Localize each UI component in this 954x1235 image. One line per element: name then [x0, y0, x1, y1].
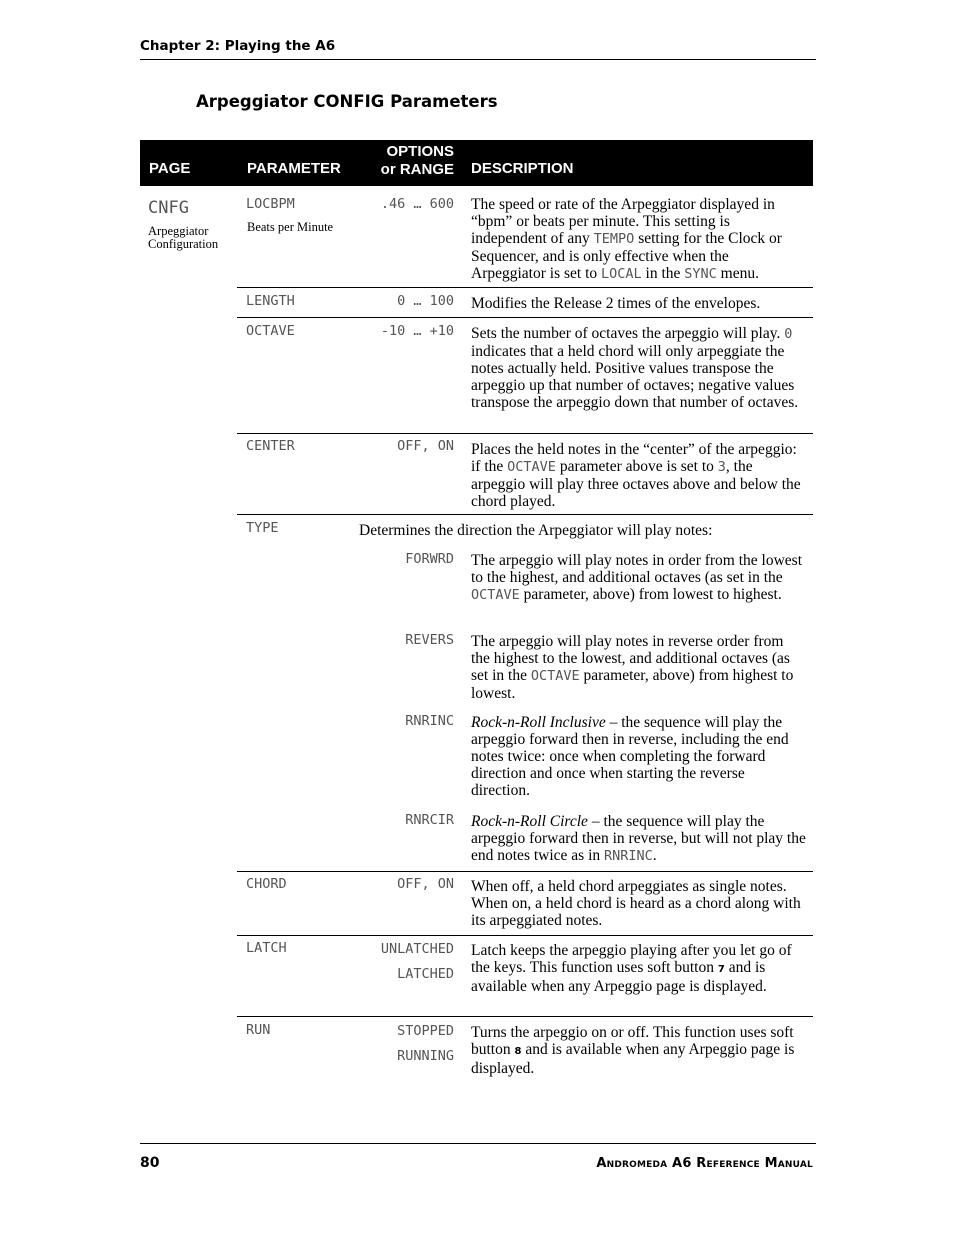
row-divider [237, 514, 813, 515]
header-options-line1: OPTIONS [386, 143, 454, 160]
table-header [140, 140, 813, 186]
param-name: LATCH [246, 940, 287, 956]
param-description: The speed or rate of the Arpeggiator displayed in “bpm” or beats per minute. This setting is independent of any TEMPO setting for the Clock or Sequencer, and is only effective when the Arpeggiator is set to LOCAL in the SYNC menu. [471, 196, 782, 282]
param-range: .46 … 600 [380, 196, 454, 212]
type-forwrd-description: The arpeggio will play notes in order from the lowest to the highest, and additional octaves (as set in the OCTAVE parameter, above) from lowest to highest. [471, 552, 803, 603]
chapter-header: Chapter 2: Playing the A6 [140, 38, 336, 54]
param-description: Turns the arpeggio on or off. This function uses soft button 8 and is available when any Arpeggio page is displayed. [471, 1024, 795, 1077]
param-description: Modifies the Release 2 times of the envelopes. [471, 295, 761, 312]
row-divider [237, 1016, 813, 1017]
param-range: OFF, ON [397, 438, 454, 454]
row-divider [237, 317, 813, 318]
param-range: OFF, ON [397, 876, 454, 892]
param-description: When off, a held chord arpeggiates as single notes. When on, a held chord is heard as a chord along with its arpeggiated notes. [471, 878, 801, 929]
header-page: PAGE [149, 160, 191, 177]
page-number: 80 [140, 1155, 160, 1171]
type-option-rnrinc: RNRINC [405, 713, 454, 729]
type-option-forwrd: FORWRD [405, 551, 454, 567]
latch-option-latched: LATCHED [397, 966, 454, 982]
param-description: Sets the number of octaves the arpeggio will play. 0 indicates that a held chord will only arpeggiate the notes actually held. Positive values transpose the arpeggio up that number of octaves; negative values transpose the arpeggio down that number of octaves. [471, 325, 799, 411]
param-subtitle: Beats per Minute [247, 220, 334, 234]
header-parameter: PARAMETER [247, 160, 341, 177]
type-option-revers: REVERS [405, 632, 454, 648]
section-title: Arpeggiator CONFIG Parameters [196, 92, 498, 111]
soft-button-number: 7 [717, 964, 725, 975]
row-divider [237, 287, 813, 288]
page-subtitle [148, 225, 218, 251]
param-name: TYPE [246, 520, 279, 536]
page-subtitle-line1: Arpeggiator [148, 224, 209, 238]
row-divider [237, 935, 813, 936]
header-description: DESCRIPTION [471, 160, 574, 177]
page-code: CNFG [148, 198, 189, 218]
type-rnrinc-description: Rock-n-Roll Inclusive – the sequence will play the arpeggio forward then in reverse, including the end notes twice: once when completing the forward direction and once when starting the reverse direction. [471, 714, 789, 799]
param-name: CHORD [246, 876, 287, 892]
param-name: CENTER [246, 438, 295, 454]
soft-button-number: 8 [514, 1046, 522, 1057]
run-option-running: RUNNING [397, 1048, 454, 1064]
param-name: OCTAVE [246, 323, 295, 339]
param-range: -10 … +10 [380, 323, 454, 339]
param-description: Places the held notes in the “center” of the arpeggio: if the OCTAVE parameter above is set to 3, the arpeggio will play three octaves above and below the chord played. [471, 441, 801, 510]
run-option-stopped: STOPPED [397, 1023, 454, 1039]
manual-title: Andromeda A6 Reference Manual [596, 1156, 813, 1171]
param-name: RUN [246, 1022, 271, 1038]
param-range: 0 … 100 [397, 293, 454, 309]
param-name: LOCBPM [246, 196, 295, 212]
page-subtitle-line2: Configuration [148, 237, 219, 251]
type-option-rnrcir: RNRCIR [405, 812, 454, 828]
row-divider [237, 871, 813, 872]
param-row-type [237, 520, 813, 870]
row-divider [237, 433, 813, 434]
param-description: Latch keeps the arpeggio playing after you let go of the keys. This function uses soft button 7 and is available when any Arpeggio page is displayed. [471, 942, 792, 995]
type-revers-description: The arpeggio will play notes in reverse order from the highest to the lowest, and additional octaves (as set in the OCTAVE parameter, above) from highest to lowest. [471, 633, 794, 702]
type-intro: Determines the direction the Arpeggiator will play notes: [359, 522, 713, 539]
latch-option-unlatched: UNLATCHED [380, 941, 454, 957]
header-options-line2: or RANGE [380, 161, 454, 178]
header-options [381, 143, 454, 179]
footer-rule [140, 1143, 816, 1144]
header-rule [140, 59, 816, 60]
param-name: LENGTH [246, 293, 295, 309]
type-rnrcir-description: Rock-n-Roll Circle – the sequence will play the arpeggio forward then in reverse, but will not play the end notes twice as in RNRINC. [471, 813, 806, 864]
